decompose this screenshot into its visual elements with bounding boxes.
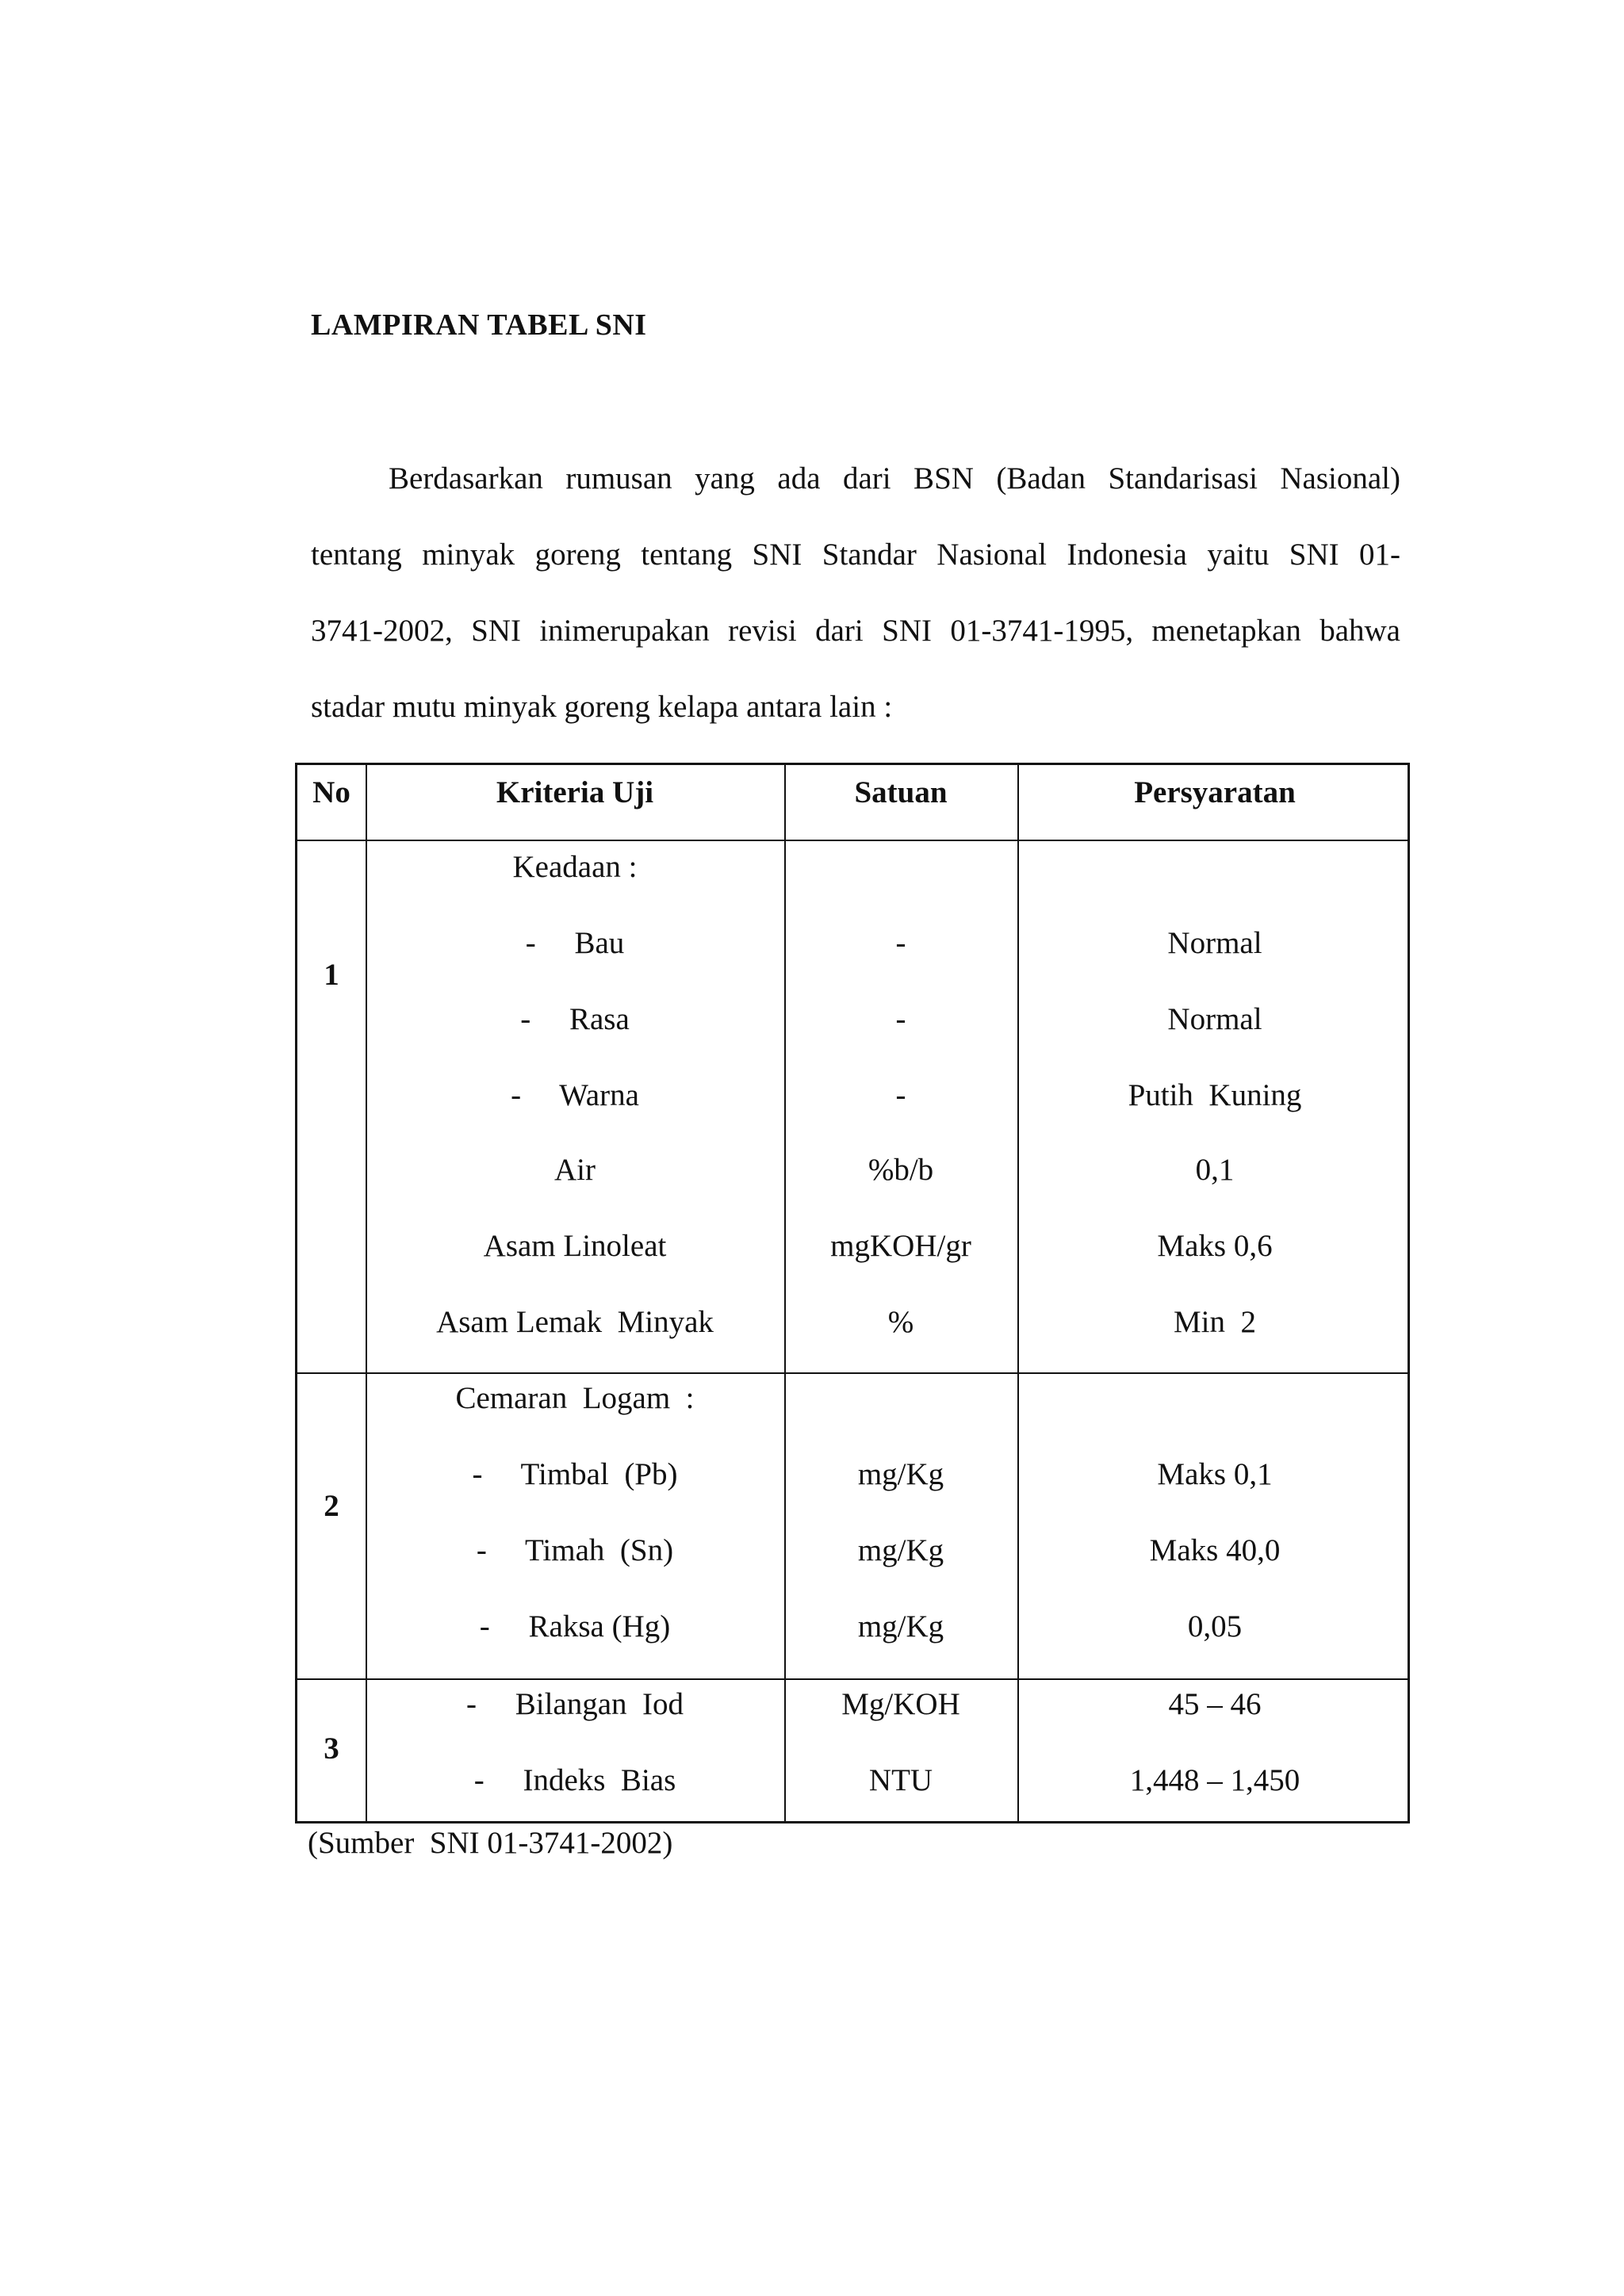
page-heading: LAMPIRAN TABEL SNI bbox=[311, 308, 647, 342]
satuan-cell: mg/Kg bbox=[857, 1609, 944, 1644]
kriteria-cell: - Timah (Sn) bbox=[476, 1533, 674, 1567]
kriteria-cell: - Bau bbox=[525, 926, 625, 960]
header-kriteria-uji: Kriteria Uji bbox=[496, 775, 654, 809]
kriteria-cell: - Indeks Bias bbox=[473, 1763, 676, 1797]
header-satuan: Satuan bbox=[854, 775, 948, 809]
kriteria-cell: Air bbox=[554, 1153, 596, 1187]
persyaratan-cell: Putih Kuning bbox=[1128, 1078, 1302, 1112]
table-divider bbox=[366, 765, 367, 1821]
satuan-cell: mg/Kg bbox=[857, 1533, 944, 1567]
satuan-cell: - bbox=[895, 1078, 906, 1112]
sni-table bbox=[295, 763, 1410, 1823]
paragraph-line: Berdasarkan rumusan yang ada dari BSN (Badan Standarisasi Nasional) bbox=[389, 461, 1400, 496]
persyaratan-cell: Normal bbox=[1167, 926, 1262, 960]
persyaratan-cell: Maks 0,6 bbox=[1157, 1229, 1273, 1263]
persyaratan-cell: 0,05 bbox=[1187, 1609, 1243, 1644]
satuan-cell: %b/b bbox=[868, 1153, 934, 1187]
kriteria-cell: - Bilangan Iod bbox=[465, 1687, 684, 1721]
kriteria-cell: - Rasa bbox=[520, 1002, 630, 1036]
header-no: No bbox=[312, 775, 350, 809]
persyaratan-cell: 45 – 46 bbox=[1168, 1687, 1262, 1721]
satuan-cell: mg/Kg bbox=[857, 1457, 944, 1491]
satuan-cell: % bbox=[887, 1305, 914, 1339]
persyaratan-cell: 0,1 bbox=[1195, 1153, 1235, 1187]
satuan-cell: mgKOH/gr bbox=[830, 1229, 971, 1263]
kriteria-cell: Asam Linoleat bbox=[483, 1229, 667, 1263]
table-divider bbox=[297, 1678, 1408, 1680]
persyaratan-cell: 1,448 – 1,450 bbox=[1129, 1763, 1300, 1797]
paragraph-line: 3741-2002, SNI inimerupakan revisi dari SNI 01-3741-1995, menetapkan bahwa bbox=[311, 614, 1400, 648]
paragraph-line: stadar mutu minyak goreng kelapa antara lain : bbox=[311, 690, 893, 724]
table-divider bbox=[784, 765, 786, 1821]
row-number: 3 bbox=[324, 1732, 339, 1766]
satuan-cell: - bbox=[895, 926, 906, 960]
paragraph-line: tentang minyak goreng tentang SNI Standar Nasional Indonesia yaitu SNI 01- bbox=[311, 538, 1400, 572]
kriteria-cell: Cemaran Logam : bbox=[455, 1381, 695, 1415]
kriteria-cell: Keadaan : bbox=[512, 850, 638, 884]
persyaratan-cell: Maks 40,0 bbox=[1149, 1533, 1281, 1567]
kriteria-cell: Asam Lemak Minyak bbox=[436, 1305, 714, 1339]
kriteria-cell: - Timbal (Pb) bbox=[472, 1457, 678, 1491]
table-divider bbox=[1017, 765, 1019, 1821]
kriteria-cell: - Warna bbox=[511, 1078, 639, 1112]
satuan-cell: - bbox=[895, 1002, 906, 1036]
persyaratan-cell: Min 2 bbox=[1173, 1305, 1256, 1339]
kriteria-cell: - Raksa (Hg) bbox=[479, 1609, 671, 1644]
header-persyaratan: Persyaratan bbox=[1134, 775, 1296, 809]
row-number: 1 bbox=[324, 958, 339, 992]
satuan-cell: Mg/KOH bbox=[841, 1687, 960, 1721]
table-divider bbox=[297, 840, 1408, 841]
source-note: (Sumber SNI 01-3741-2002) bbox=[308, 1826, 673, 1860]
persyaratan-cell: Normal bbox=[1167, 1002, 1262, 1036]
satuan-cell: NTU bbox=[868, 1763, 933, 1797]
table-divider bbox=[297, 1372, 1408, 1374]
row-number: 2 bbox=[324, 1489, 339, 1523]
persyaratan-cell: Maks 0,1 bbox=[1157, 1457, 1273, 1491]
intro-paragraph bbox=[311, 441, 1400, 745]
